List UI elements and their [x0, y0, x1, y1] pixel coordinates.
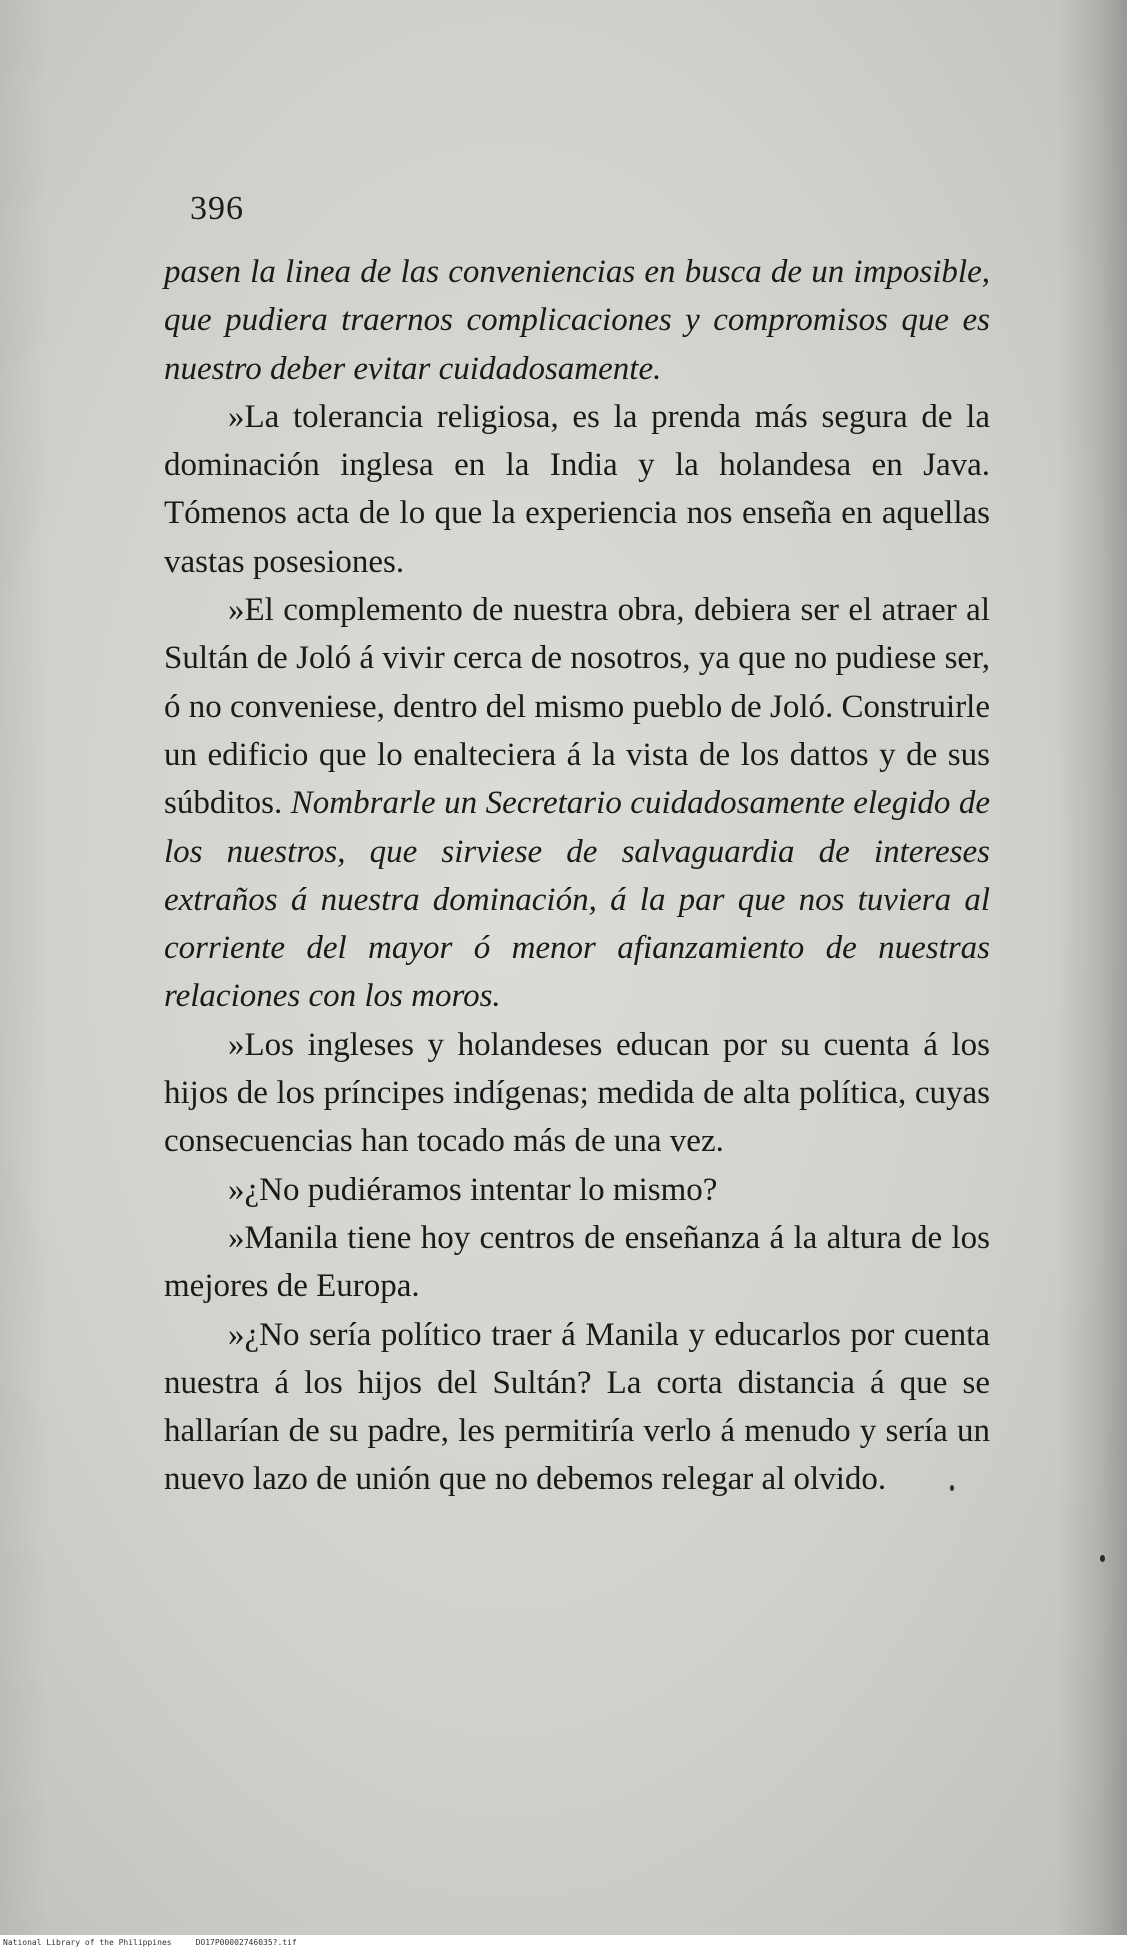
- text-run: »La tolerancia religiosa, es la prenda más segura de la dominación inglesa en la India y la holandesa en Java. Tómenos acta de lo que la experiencia nos enseña en aquellas vastas posesiones.: [164, 398, 990, 580]
- ink-speck: [950, 1485, 954, 1491]
- text-run: »Los ingleses y holandeses educan por su cuenta á los hijos de los príncipes indígenas; medida de alta política, cuyas consecuencias han tocado más de una vez.: [164, 1026, 990, 1160]
- footer-library: National Library of the Philippines: [3, 1938, 172, 1947]
- text-run: »¿No sería político traer á Manila y educarlos por cuenta nuestra á los hijos del Sultán? La corta distancia á que se hallarían de su padre, les permitiría verlo á menudo y sería un nuevo lazo de unión que no debemos relegar al olvido.: [164, 1316, 990, 1498]
- paragraph: [164, 1021, 990, 1166]
- text-run: »¿No pudiéramos intentar lo mismo?: [228, 1171, 718, 1208]
- paragraph: [164, 1214, 990, 1311]
- page-shadow-right: [1057, 0, 1127, 1935]
- italic-text-run: Nombrarle un Secretario cuidadosamente elegido de los nuestros, que sirviese de salvaguardia de intereses extraños á nuestra dominación, á la par que nos tuviera al corriente del mayor ó menor afianzamiento de nuestras relaciones con los moros.: [164, 785, 990, 1015]
- paragraph: [164, 586, 990, 1021]
- page-shadow-left: [0, 0, 50, 1935]
- paragraph: [164, 1166, 990, 1214]
- text-run: »El complemento de nuestra obra, debiera ser el atraer al Sultán de Joló á vivir cerca de nosotros, ya que no pudiese ser, ó no conveniese, dentro del mismo pueblo de Joló. Construirle un edificio que lo enalteciera á la vista de los dattos y de sus súbditos.: [164, 592, 990, 822]
- paragraph: [164, 248, 990, 393]
- ink-speck: [1100, 1555, 1105, 1562]
- paragraph: [164, 393, 990, 586]
- body-text: [164, 248, 990, 1504]
- italic-text-run: pasen la linea de las conveniencias en busca de un imposible, que pudiera traernos complicaciones y compromisos que es nuestro deber evitar cuidadosamente.: [164, 254, 990, 387]
- scan-footer: [0, 1935, 1127, 1950]
- page-number: 396: [190, 190, 244, 227]
- footer-filename: DO17P00002746035?.tif: [195, 1938, 297, 1947]
- paragraph: [164, 1311, 990, 1504]
- text-run: »Manila tiene hoy centros de enseñanza á la altura de los mejores de Europa.: [164, 1219, 990, 1305]
